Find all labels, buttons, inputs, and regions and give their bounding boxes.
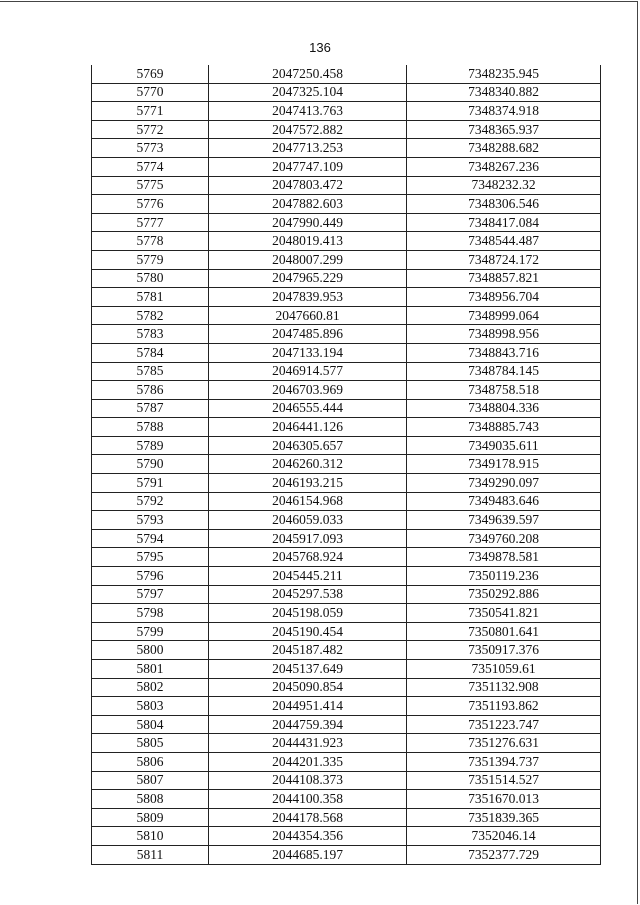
y-coordinate-cell: 7352377.729 — [407, 845, 601, 864]
x-coordinate-cell: 2045190.454 — [209, 622, 407, 641]
y-coordinate-cell: 7349878.581 — [407, 548, 601, 567]
y-coordinate-cell: 7348544.487 — [407, 232, 601, 251]
point-id-cell: 5794 — [92, 529, 209, 548]
x-coordinate-cell: 2047660.81 — [209, 306, 407, 325]
point-id-cell: 5811 — [92, 845, 209, 864]
x-coordinate-cell: 2044100.358 — [209, 790, 407, 809]
x-coordinate-cell: 2044951.414 — [209, 697, 407, 716]
table-row — [92, 808, 601, 827]
point-id-cell: 5769 — [92, 65, 209, 83]
table-row — [92, 660, 601, 679]
x-coordinate-cell: 2045137.649 — [209, 660, 407, 679]
y-coordinate-cell: 7349035.611 — [407, 436, 601, 455]
x-coordinate-cell: 2048019.413 — [209, 232, 407, 251]
point-id-cell: 5777 — [92, 213, 209, 232]
x-coordinate-cell: 2047747.109 — [209, 157, 407, 176]
y-coordinate-cell: 7348235.945 — [407, 65, 601, 83]
table-row — [92, 102, 601, 121]
table-row — [92, 455, 601, 474]
table-row — [92, 306, 601, 325]
x-coordinate-cell: 2045187.482 — [209, 641, 407, 660]
x-coordinate-cell: 2045445.211 — [209, 567, 407, 586]
y-coordinate-cell: 7348885.743 — [407, 418, 601, 437]
table-row — [92, 120, 601, 139]
table-row — [92, 157, 601, 176]
table-row — [92, 325, 601, 344]
y-coordinate-cell: 7351394.737 — [407, 752, 601, 771]
x-coordinate-cell: 2044108.373 — [209, 771, 407, 790]
point-id-cell: 5791 — [92, 474, 209, 493]
x-coordinate-cell: 2045090.854 — [209, 678, 407, 697]
x-coordinate-cell: 2047133.194 — [209, 343, 407, 362]
y-coordinate-cell: 7348784.145 — [407, 362, 601, 381]
y-coordinate-cell: 7349290.097 — [407, 474, 601, 493]
y-coordinate-cell: 7348804.336 — [407, 399, 601, 418]
point-id-cell: 5781 — [92, 288, 209, 307]
x-coordinate-cell: 2045917.093 — [209, 529, 407, 548]
y-coordinate-cell: 7349639.597 — [407, 511, 601, 530]
table-row — [92, 622, 601, 641]
y-coordinate-cell: 7350917.376 — [407, 641, 601, 660]
table-row — [92, 529, 601, 548]
point-id-cell: 5789 — [92, 436, 209, 455]
y-coordinate-cell: 7351514.527 — [407, 771, 601, 790]
y-coordinate-cell: 7348724.172 — [407, 250, 601, 269]
y-coordinate-cell: 7348956.704 — [407, 288, 601, 307]
x-coordinate-cell: 2047839.953 — [209, 288, 407, 307]
x-coordinate-cell: 2047325.104 — [209, 83, 407, 102]
x-coordinate-cell: 2044178.568 — [209, 808, 407, 827]
point-id-cell: 5810 — [92, 827, 209, 846]
x-coordinate-cell: 2045198.059 — [209, 604, 407, 623]
x-coordinate-cell: 2047713.253 — [209, 139, 407, 158]
x-coordinate-cell: 2047882.603 — [209, 195, 407, 214]
point-id-cell: 5786 — [92, 381, 209, 400]
point-id-cell: 5772 — [92, 120, 209, 139]
point-id-cell: 5809 — [92, 808, 209, 827]
table-row — [92, 771, 601, 790]
y-coordinate-cell: 7351839.365 — [407, 808, 601, 827]
point-id-cell: 5799 — [92, 622, 209, 641]
table-row — [92, 213, 601, 232]
point-id-cell: 5782 — [92, 306, 209, 325]
point-id-cell: 5792 — [92, 492, 209, 511]
point-id-cell: 5788 — [92, 418, 209, 437]
y-coordinate-cell: 7351670.013 — [407, 790, 601, 809]
y-coordinate-cell: 7348857.821 — [407, 269, 601, 288]
point-id-cell: 5780 — [92, 269, 209, 288]
point-id-cell: 5775 — [92, 176, 209, 195]
table-row — [92, 362, 601, 381]
x-coordinate-cell: 2044685.197 — [209, 845, 407, 864]
y-coordinate-cell: 7351276.631 — [407, 734, 601, 753]
point-id-cell: 5804 — [92, 715, 209, 734]
y-coordinate-cell: 7350292.886 — [407, 585, 601, 604]
x-coordinate-cell: 2046154.968 — [209, 492, 407, 511]
table-row — [92, 418, 601, 437]
y-coordinate-cell: 7351223.747 — [407, 715, 601, 734]
table-row — [92, 250, 601, 269]
table-row — [92, 65, 601, 83]
y-coordinate-cell: 7348306.546 — [407, 195, 601, 214]
y-coordinate-cell: 7352046.14 — [407, 827, 601, 846]
x-coordinate-cell: 2045297.538 — [209, 585, 407, 604]
point-id-cell: 5805 — [92, 734, 209, 753]
y-coordinate-cell: 7351132.908 — [407, 678, 601, 697]
table-row — [92, 641, 601, 660]
y-coordinate-cell: 7348998.956 — [407, 325, 601, 344]
x-coordinate-cell: 2047250.458 — [209, 65, 407, 83]
x-coordinate-cell: 2047965.229 — [209, 269, 407, 288]
x-coordinate-cell: 2044431.923 — [209, 734, 407, 753]
y-coordinate-cell: 7348758.518 — [407, 381, 601, 400]
point-id-cell: 5770 — [92, 83, 209, 102]
y-coordinate-cell: 7351059.61 — [407, 660, 601, 679]
point-id-cell: 5793 — [92, 511, 209, 530]
x-coordinate-cell: 2047803.472 — [209, 176, 407, 195]
point-id-cell: 5774 — [92, 157, 209, 176]
y-coordinate-cell: 7348365.937 — [407, 120, 601, 139]
point-id-cell: 5783 — [92, 325, 209, 344]
table-row — [92, 288, 601, 307]
table-row — [92, 399, 601, 418]
point-id-cell: 5779 — [92, 250, 209, 269]
y-coordinate-cell: 7348374.918 — [407, 102, 601, 121]
point-id-cell: 5800 — [92, 641, 209, 660]
x-coordinate-cell: 2044759.394 — [209, 715, 407, 734]
point-id-cell: 5806 — [92, 752, 209, 771]
table-row — [92, 734, 601, 753]
y-coordinate-cell: 7348999.064 — [407, 306, 601, 325]
y-coordinate-cell: 7348843.716 — [407, 343, 601, 362]
point-id-cell: 5797 — [92, 585, 209, 604]
table-row — [92, 83, 601, 102]
coordinates-table-body — [92, 65, 601, 864]
y-coordinate-cell: 7348288.682 — [407, 139, 601, 158]
point-id-cell: 5778 — [92, 232, 209, 251]
y-coordinate-cell: 7348417.084 — [407, 213, 601, 232]
x-coordinate-cell: 2046193.215 — [209, 474, 407, 493]
x-coordinate-cell: 2047413.763 — [209, 102, 407, 121]
y-coordinate-cell: 7350541.821 — [407, 604, 601, 623]
x-coordinate-cell: 2046441.126 — [209, 418, 407, 437]
table-row — [92, 269, 601, 288]
y-coordinate-cell: 7350801.641 — [407, 622, 601, 641]
point-id-cell: 5796 — [92, 567, 209, 586]
x-coordinate-cell: 2046305.657 — [209, 436, 407, 455]
point-id-cell: 5773 — [92, 139, 209, 158]
x-coordinate-cell: 2046914.577 — [209, 362, 407, 381]
x-coordinate-cell: 2046260.312 — [209, 455, 407, 474]
x-coordinate-cell: 2046059.033 — [209, 511, 407, 530]
y-coordinate-cell: 7348232.32 — [407, 176, 601, 195]
table-row — [92, 752, 601, 771]
x-coordinate-cell: 2047485.896 — [209, 325, 407, 344]
table-row — [92, 827, 601, 846]
table-row — [92, 232, 601, 251]
table-row — [92, 548, 601, 567]
table-row — [92, 585, 601, 604]
table-row — [92, 436, 601, 455]
point-id-cell: 5776 — [92, 195, 209, 214]
point-id-cell: 5784 — [92, 343, 209, 362]
point-id-cell: 5795 — [92, 548, 209, 567]
point-id-cell: 5808 — [92, 790, 209, 809]
x-coordinate-cell: 2047990.449 — [209, 213, 407, 232]
point-id-cell: 5787 — [92, 399, 209, 418]
y-coordinate-cell: 7349760.208 — [407, 529, 601, 548]
x-coordinate-cell: 2045768.924 — [209, 548, 407, 567]
point-id-cell: 5801 — [92, 660, 209, 679]
table-row — [92, 343, 601, 362]
page-number: 136 — [309, 40, 331, 55]
table-row — [92, 195, 601, 214]
table-row — [92, 567, 601, 586]
table-row — [92, 604, 601, 623]
table-row — [92, 715, 601, 734]
table-row — [92, 474, 601, 493]
table-row — [92, 790, 601, 809]
x-coordinate-cell: 2046555.444 — [209, 399, 407, 418]
coordinates-table — [91, 65, 601, 865]
table-row — [92, 697, 601, 716]
point-id-cell: 5803 — [92, 697, 209, 716]
table-row — [92, 678, 601, 697]
y-coordinate-cell: 7351193.862 — [407, 697, 601, 716]
x-coordinate-cell: 2048007.299 — [209, 250, 407, 269]
table-row — [92, 845, 601, 864]
point-id-cell: 5802 — [92, 678, 209, 697]
x-coordinate-cell: 2044201.335 — [209, 752, 407, 771]
table-row — [92, 139, 601, 158]
point-id-cell: 5785 — [92, 362, 209, 381]
table-row — [92, 381, 601, 400]
y-coordinate-cell: 7349178.915 — [407, 455, 601, 474]
x-coordinate-cell: 2047572.882 — [209, 120, 407, 139]
table-row — [92, 176, 601, 195]
y-coordinate-cell: 7350119.236 — [407, 567, 601, 586]
point-id-cell: 5771 — [92, 102, 209, 121]
y-coordinate-cell: 7348340.882 — [407, 83, 601, 102]
y-coordinate-cell: 7349483.646 — [407, 492, 601, 511]
point-id-cell: 5798 — [92, 604, 209, 623]
point-id-cell: 5790 — [92, 455, 209, 474]
point-id-cell: 5807 — [92, 771, 209, 790]
table-row — [92, 511, 601, 530]
table-row — [92, 492, 601, 511]
x-coordinate-cell: 2046703.969 — [209, 381, 407, 400]
y-coordinate-cell: 7348267.236 — [407, 157, 601, 176]
x-coordinate-cell: 2044354.356 — [209, 827, 407, 846]
